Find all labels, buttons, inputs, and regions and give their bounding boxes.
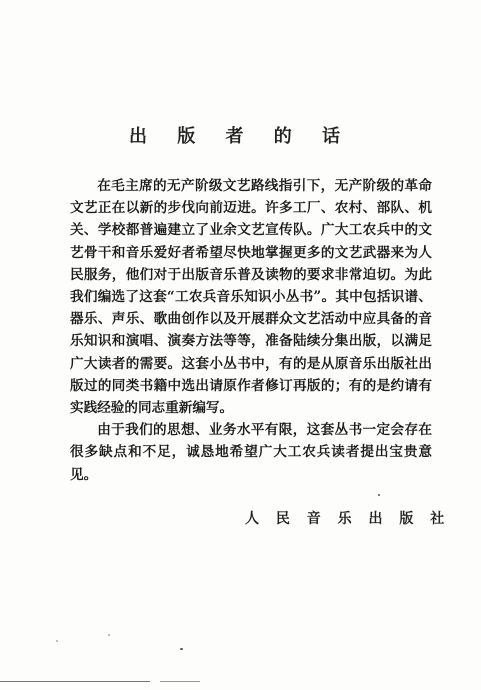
scan-speck [180,648,183,650]
paragraph-2: 由于我们的思想、业务水平有限，这套丛书一定会存在很多缺点和不足，诚恳地希望广大工农兵读者提出宝贵意见。 [70,422,432,483]
page-title: 出 版 者 的 话 [128,126,353,147]
page-bottom-edge [160,681,200,682]
scan-speck [378,494,380,496]
scan-speck [56,640,58,642]
scan-speck [108,634,110,636]
body-text [70,175,432,486]
paragraph-1: 在毛主席的无产阶级文艺路线指引下，无产阶级的革命文艺正在以新的步伐向前迈进。许多工厂、农村、部队、机关、学校都普遍建立了业余文艺宣传队。广大工农兵中的文艺骨干和音乐爱好者希望尽快地掌握更多的文艺武器来为人民服务，他们对于出版音乐普及读物的要求非常迫切。为此我们编选了这套“工农兵音乐知识小丛书”。其中包括识谱、器乐、声乐、歌曲创作以及开展群众文艺活动中应具备的音乐知识和演唱、演奏方法等等，准备陆续分集出版，以满足广大读者的需要。这套小丛书中，有的是从原音乐出版社出版过的同类书籍中选出请原作者修订再版的；有的是约请有实践经验的同志重新编写。 [70,178,432,417]
publisher-signature: 人 民 音 乐 出 版 社 [245,511,451,527]
page-bottom-edge [0,681,150,682]
